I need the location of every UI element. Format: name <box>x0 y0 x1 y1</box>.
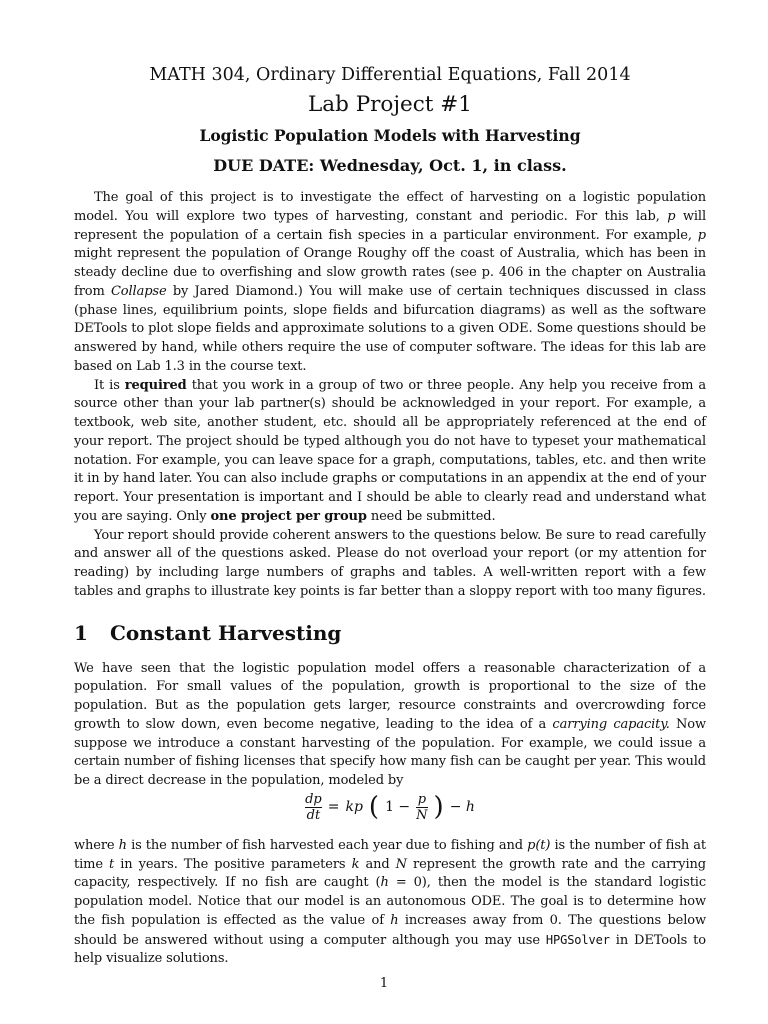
logistic-harvest-equation: $\frac{dp}{dt}$ = kp ( 1 − $\frac{p}{N}$ ) − h <box>305 791 475 823</box>
section-heading <box>74 620 706 646</box>
intro-paragraph-2: It is required that you work in a group of two or three people. Any help you receive from a source other than your lab partner(s) should be acknowledged in your report. For example, a textbook, web site, another student, etc. should all be appropriately referenced at the end of your report. The project should be typed although you do not have to typeset your mathematical notation. For example, you can leave space for a graph, computations, tables, etc. and then write it in by hand later. You can also include graphs or computations in an appendix at the end of your report. Your presentation is important and I should be able to clearly read and understand what you are saying. Only one project per group need be submitted. <box>74 377 707 524</box>
section-paragraph-2: where h is the number of fish harvested each year due to fishing and p(t) is the number of fish at time t in years. The positive parameters k and N represent the growth rate and the carrying capacity, respectively. If no fish are caught (h = 0), then the model is the standard logistic population model. Notice that our model is an autonomous ODE. The goal is to determine how the fish population is effected as the value of h increases away from 0. The questions below should be answered without using a computer although you may use HPGSolver in DETools to help visualize solutions. <box>74 837 706 967</box>
book-title: Collapse <box>110 283 167 299</box>
section-number: 1 <box>74 620 88 645</box>
intro-paragraph-3: Your report should provide coherent answers to the questions below. Be sure to read carefully and answer all of the questions asked. Please do not overload your report (or my attention for reading) by including large numbers of graphs and tables. A well-written report with a few tables and graphs to illustrate key points is far better than a sloppy report with too many figures. <box>74 527 706 599</box>
lab-subtitle: Logistic Population Models with Harvesting <box>199 126 581 145</box>
intro-paragraph-1: The goal of this project is to investigate the effect of harvesting on a logistic population model. You will explore two types of harvesting, constant and periodic. For this lab, p will represent the population of a certain fish species in a particular environment. For example, p might represent the population of Orange Roughy off the coast of Australia, which has been in steady decline due to overfishing and slow growth rates (see p. 406 in the chapter on Australia from Collapse by Jared Diamond.) You will make use of certain techniques discussed in class (phase lines, equilibrium points, slope fields and bifurcation diagrams) as well as the software DETools to plot slope fields and approximate solutions to a given ODE. Some questions should be answered by hand, while others require the use of computer software. The ideas for this lab are based on Lab 1.3 in the course text. <box>74 190 706 374</box>
derivative-fraction: $\frac{dp}{dt}$ <box>305 791 322 823</box>
ratio-fraction: $\frac{p}{N}$ <box>416 791 428 823</box>
section-paragraph-1: We have seen that the logistic population model offers a reasonable characterization of a population. For small values of the population, growth is proportional to the size of the population. But as the population gets larger, resource constraints and overcrowding force growth to slow down, even become negative, leading to the idea of a carrying capacity. Now suppose we introduce a constant harvesting of the population. For example, we could issue a certain number of fishing licenses that specify how many fish can be caught per year. This would be a direct decrease in the population, modeled by <box>74 660 706 788</box>
page-number: 1 <box>379 976 389 991</box>
section-title: Constant Harvesting <box>110 620 342 645</box>
due-date: DUE DATE: Wednesday, Oct. 1, in class. <box>213 156 567 175</box>
course-title: MATH 304, Ordinary Differential Equations, Fall 2014 <box>149 65 631 85</box>
lab-title: Lab Project #1 <box>308 92 472 117</box>
document-page <box>74 64 706 969</box>
software-name: HPGSolver <box>545 932 610 947</box>
